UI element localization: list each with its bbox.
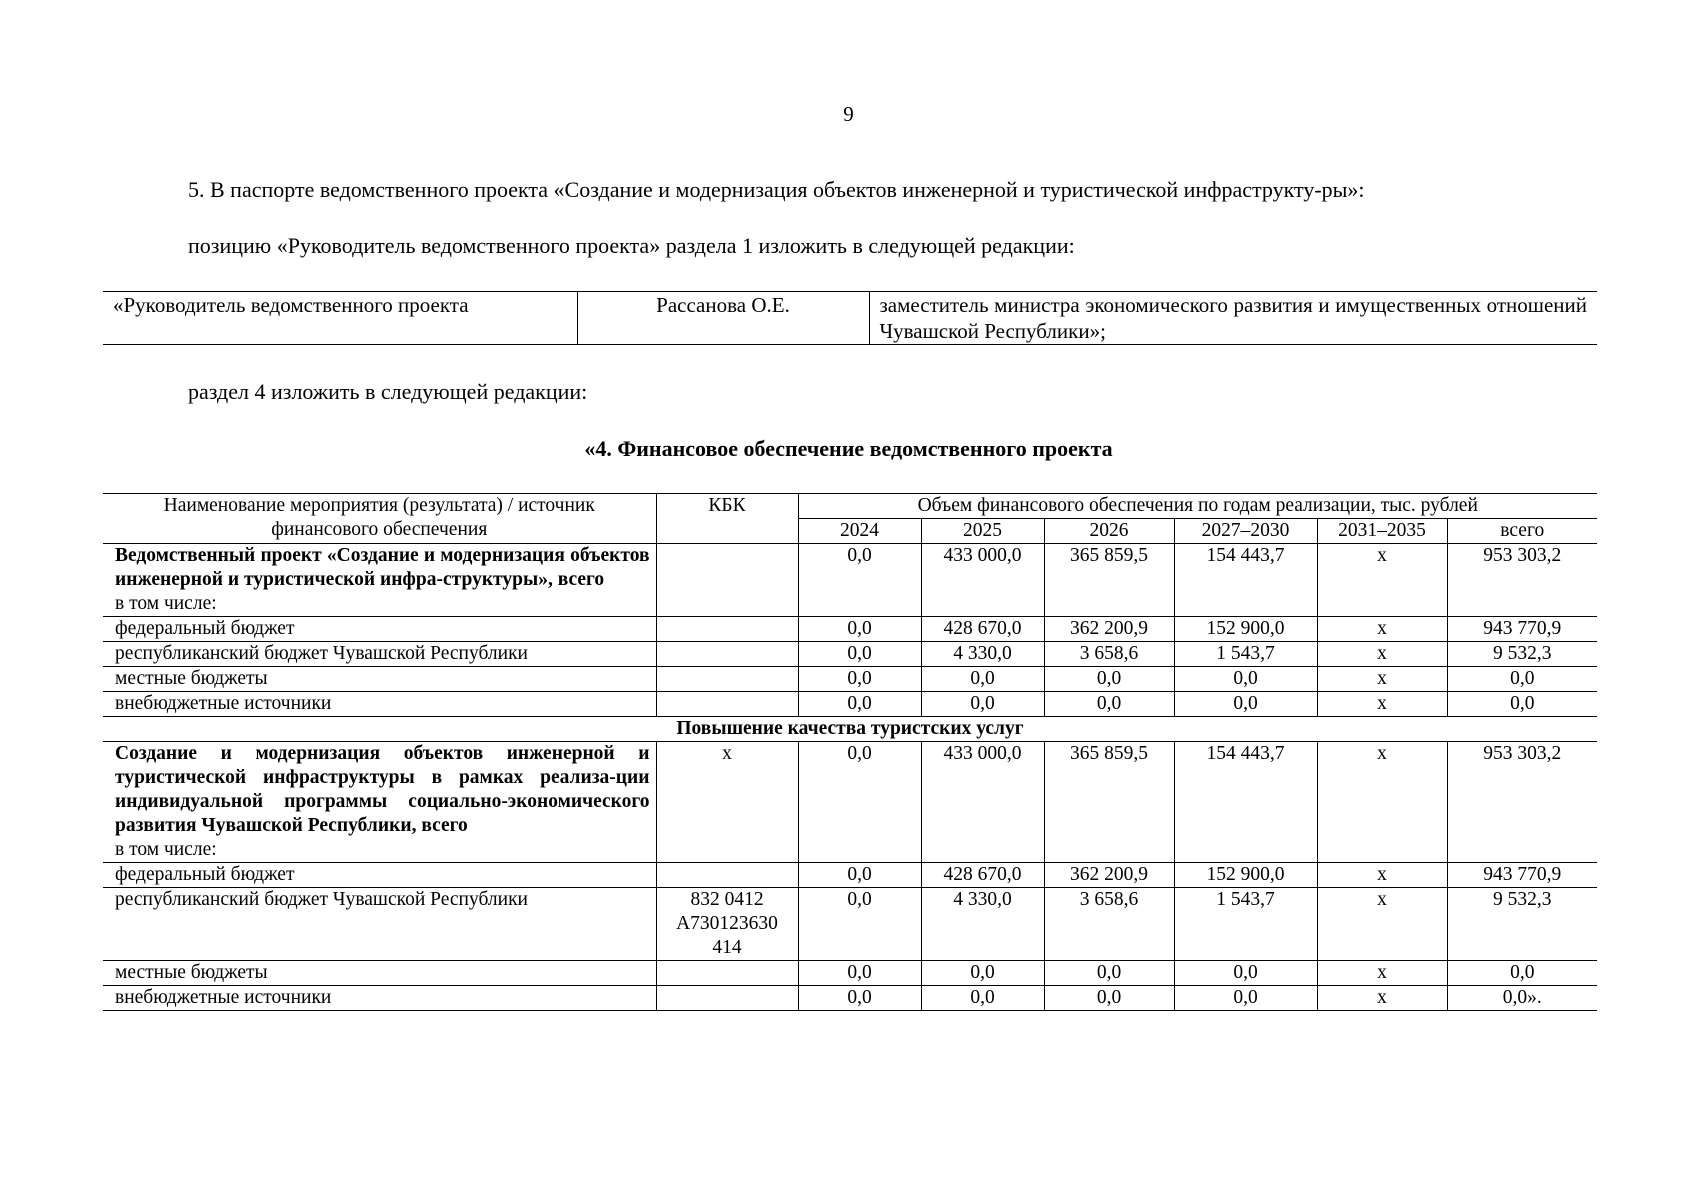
table-row-total bbox=[103, 544, 1597, 617]
row-value: x bbox=[1317, 692, 1447, 717]
header-year: 2026 bbox=[1044, 519, 1174, 544]
row-kbk: 832 0412 А730123630 414 bbox=[656, 888, 798, 961]
row-value: x bbox=[1317, 961, 1447, 986]
row-value: 0,0 bbox=[1174, 667, 1317, 692]
leader-row bbox=[103, 292, 1597, 345]
row-subtitle: в том числе: bbox=[115, 593, 217, 614]
row-value: 1 543,7 bbox=[1174, 888, 1317, 961]
header-kbk: КБК bbox=[656, 494, 798, 544]
row-value: x bbox=[1317, 544, 1447, 617]
row-value: 0,0 bbox=[1447, 692, 1597, 717]
row-source: федеральный бюджет bbox=[103, 863, 656, 888]
row-kbk bbox=[656, 617, 798, 642]
row-source: республиканский бюджет Чувашской Республики bbox=[103, 642, 656, 667]
row-source: внебюджетные источники bbox=[103, 692, 656, 717]
table-row bbox=[103, 667, 1597, 692]
row-value: 953 303,2 bbox=[1447, 544, 1597, 617]
row-value: x bbox=[1317, 667, 1447, 692]
row-value: 0,0 bbox=[798, 692, 921, 717]
row-source: внебюджетные источники bbox=[103, 986, 656, 1011]
row-value: x bbox=[1317, 617, 1447, 642]
row-value: x bbox=[1317, 888, 1447, 961]
row-value: 0,0 bbox=[798, 863, 921, 888]
row-subtitle: в том числе: bbox=[115, 839, 217, 860]
row-value: x bbox=[1317, 642, 1447, 667]
row-value: 0,0 bbox=[1044, 692, 1174, 717]
row-value: 428 670,0 bbox=[921, 863, 1044, 888]
row-value: 428 670,0 bbox=[921, 617, 1044, 642]
row-value: 1 543,7 bbox=[1174, 642, 1317, 667]
row-value: 943 770,9 bbox=[1447, 617, 1597, 642]
row-value: 433 000,0 bbox=[921, 544, 1044, 617]
row-value: 362 200,9 bbox=[1044, 863, 1174, 888]
row-value: 433 000,0 bbox=[921, 742, 1044, 863]
table-row bbox=[103, 986, 1597, 1011]
row-value: 0,0 bbox=[798, 961, 921, 986]
table-row-total bbox=[103, 742, 1597, 863]
row-value: 362 200,9 bbox=[1044, 617, 1174, 642]
row-value: 0,0 bbox=[921, 667, 1044, 692]
row-value: 0,0 bbox=[1447, 667, 1597, 692]
row-value: 365 859,5 bbox=[1044, 544, 1174, 617]
table-row bbox=[103, 692, 1597, 717]
table-row bbox=[103, 888, 1597, 961]
row-kbk bbox=[656, 667, 798, 692]
row-value: 4 330,0 bbox=[921, 642, 1044, 667]
row-value: 0,0 bbox=[798, 544, 921, 617]
row-value: x bbox=[1317, 863, 1447, 888]
row-kbk bbox=[656, 961, 798, 986]
header-year: 2027–2030 bbox=[1174, 519, 1317, 544]
paragraph-intro: 5. В паспорте ведомственного проекта «Создание и модернизация объектов инженерной и туристической инфраструкту-ры»: bbox=[188, 177, 1365, 202]
paragraph-section4: раздел 4 изложить в следующей редакции: bbox=[188, 379, 588, 404]
row-value: 0,0 bbox=[1044, 986, 1174, 1011]
row-value: 154 443,7 bbox=[1174, 544, 1317, 617]
row-value: 0,0 bbox=[1044, 961, 1174, 986]
header-year: 2024 bbox=[798, 519, 921, 544]
row-value: x bbox=[1317, 742, 1447, 863]
row-value: 0,0 bbox=[1174, 961, 1317, 986]
row-kbk bbox=[656, 986, 798, 1011]
row-kbk bbox=[656, 863, 798, 888]
section-heading-row bbox=[103, 717, 1597, 742]
row-title-text: Создание и модернизация объектов инженерной и туристической инфраструктуры в рамках реализа-ции индивидуальной программы социально-экономического развития Чувашской Республики, всего bbox=[115, 743, 650, 836]
row-value: 152 900,0 bbox=[1174, 617, 1317, 642]
header-row bbox=[103, 494, 1597, 519]
row-kbk bbox=[656, 642, 798, 667]
row-value: 3 658,6 bbox=[1044, 642, 1174, 667]
header-year: 2031–2035 bbox=[1317, 519, 1447, 544]
table-row bbox=[103, 961, 1597, 986]
row-value: 3 658,6 bbox=[1044, 888, 1174, 961]
row-value: 0,0 bbox=[798, 888, 921, 961]
table-row bbox=[103, 863, 1597, 888]
header-total: всего bbox=[1447, 519, 1597, 544]
leader-position: заместитель министра экономического развития и имущественных отношений Чувашской Республики»; bbox=[869, 292, 1597, 345]
row-value: 0,0 bbox=[798, 642, 921, 667]
leader-table bbox=[103, 291, 1597, 345]
row-value: 0,0 bbox=[798, 742, 921, 863]
header-volume: Объем финансового обеспечения по годам реализации, тыс. рублей bbox=[798, 494, 1597, 519]
row-kbk: x bbox=[656, 742, 798, 863]
row-value: x bbox=[1317, 986, 1447, 1011]
leader-role: «Руководитель ведомственного проекта bbox=[113, 293, 469, 317]
row-value: 154 443,7 bbox=[1174, 742, 1317, 863]
row-value: 0,0 bbox=[798, 667, 921, 692]
row-value: 0,0». bbox=[1447, 986, 1597, 1011]
row-value: 943 770,9 bbox=[1447, 863, 1597, 888]
row-value: 0,0 bbox=[921, 961, 1044, 986]
row-value: 0,0 bbox=[921, 986, 1044, 1011]
row-value: 0,0 bbox=[1044, 667, 1174, 692]
table-row bbox=[103, 642, 1597, 667]
row-source: местные бюджеты bbox=[103, 667, 656, 692]
row-value: 0,0 bbox=[921, 692, 1044, 717]
leader-name: Рассанова О.Е. bbox=[577, 292, 869, 345]
row-title-text: Ведомственный проект «Создание и модернизация объектов инженерной и туристической инфра-структуры», всего bbox=[115, 545, 650, 590]
header-year: 2025 bbox=[921, 519, 1044, 544]
row-value: 9 532,3 bbox=[1447, 642, 1597, 667]
paragraph-leader-position: позицию «Руководитель ведомственного проекта» раздела 1 изложить в следующей редакции: bbox=[188, 233, 1075, 258]
table-row bbox=[103, 617, 1597, 642]
section-title: «4. Финансовое обеспечение ведомственного проекта bbox=[584, 436, 1113, 461]
row-source: местные бюджеты bbox=[103, 961, 656, 986]
row-value: 0,0 bbox=[798, 617, 921, 642]
row-value: 365 859,5 bbox=[1044, 742, 1174, 863]
row-value: 0,0 bbox=[1447, 961, 1597, 986]
row-value: 9 532,3 bbox=[1447, 888, 1597, 961]
finance-table-body bbox=[103, 494, 1597, 1011]
row-source: федеральный бюджет bbox=[103, 617, 656, 642]
row-value: 0,0 bbox=[1174, 986, 1317, 1011]
header-name: Наименование мероприятия (результата) / источник финансового обеспечения bbox=[103, 494, 656, 544]
row-value: 152 900,0 bbox=[1174, 863, 1317, 888]
row-kbk bbox=[656, 544, 798, 617]
row-kbk bbox=[656, 692, 798, 717]
row-value: 4 330,0 bbox=[921, 888, 1044, 961]
row-value: 0,0 bbox=[1174, 692, 1317, 717]
row-value: 953 303,2 bbox=[1447, 742, 1597, 863]
row-title bbox=[103, 742, 656, 863]
row-value: 0,0 bbox=[798, 986, 921, 1011]
row-source: республиканский бюджет Чувашской Республики bbox=[103, 888, 656, 961]
section-heading: Повышение качества туристских услуг bbox=[103, 717, 1597, 742]
finance-table bbox=[103, 493, 1597, 1011]
page-number: 9 bbox=[843, 102, 854, 126]
row-title bbox=[103, 544, 656, 617]
